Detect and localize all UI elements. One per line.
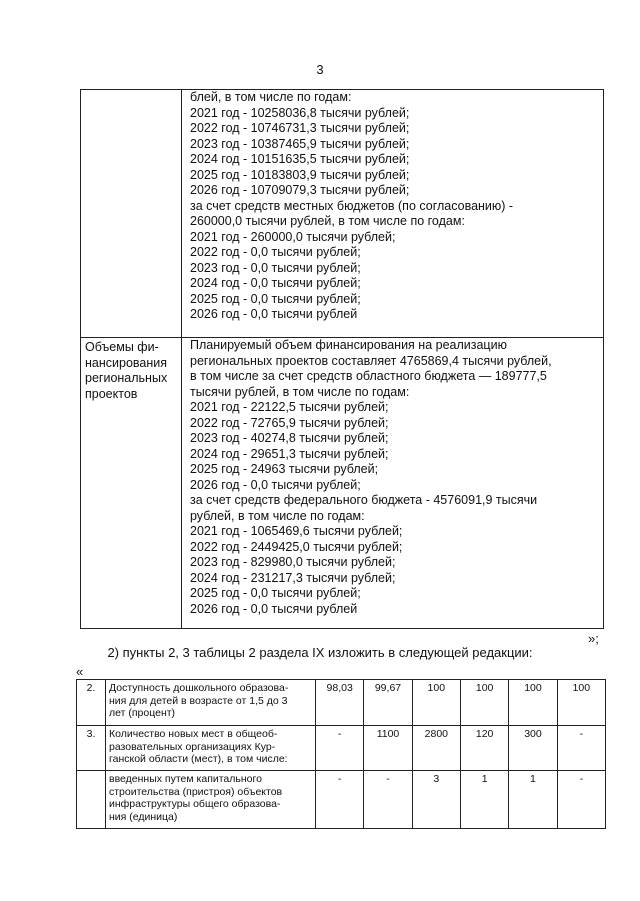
indicator-cell <box>106 680 316 726</box>
content-line: 2026 год - 10709079,3 тысячи рублей; <box>190 183 410 197</box>
content-line: 2022 год - 2449425,0 тысячи рублей; <box>190 539 403 554</box>
content-line: 2024 год - 0,0 тысячи рублей; <box>190 276 361 290</box>
amendment-instruction: 2) пункты 2, 3 таблицы 2 раздела IX изложить в следующей редакции: <box>107 645 533 660</box>
content-line: за счет средств местных бюджетов (по согласованию) - <box>190 198 514 213</box>
content-line: 2026 год - 0,0 тысячи рублей <box>190 307 358 321</box>
value-cell: 99,67 <box>364 680 412 726</box>
content-line: региональных проектов составляет 4765869,4 тысячи рублей, <box>190 353 552 368</box>
indicator-line: ния (единица) <box>109 810 178 823</box>
value-cell: 1 <box>460 771 508 829</box>
value-cell: - <box>557 771 605 829</box>
value-cell: 120 <box>460 726 508 771</box>
row-number: 3. <box>77 726 106 771</box>
row-content <box>182 338 604 629</box>
indicator-line: введенных путем капитального <box>109 773 262 785</box>
table-row <box>77 726 606 771</box>
indicator-line: Количество новых мест в общеоб- <box>109 728 278 740</box>
value-cell: - <box>364 771 412 829</box>
indicator-line: инфраструктуры общего образова- <box>109 798 281 810</box>
value-cell: - <box>316 726 364 771</box>
value-cell: 100 <box>412 680 460 726</box>
content-line: Планируемый объем финансирования на реализацию <box>190 338 507 352</box>
content-line: 2022 год - 72765,9 тысячи рублей; <box>190 415 389 430</box>
content-line: 2022 год - 0,0 тысячи рублей; <box>190 245 361 259</box>
indicator-line: Доступность дошкольного образова- <box>109 682 289 694</box>
row-number: 2. <box>77 680 106 726</box>
content-line: 2021 год - 260000,0 тысячи рублей; <box>190 229 396 244</box>
indicator-line: разовательных организациях Кур- <box>109 740 276 753</box>
content-line: 2025 год - 0,0 тысячи рублей; <box>190 586 361 600</box>
content-line: 2023 год - 829980,0 тысячи рублей; <box>190 555 396 569</box>
table-row <box>77 680 606 726</box>
content-line: 2021 год - 1065469,6 тысячи рублей; <box>190 524 403 538</box>
content-line: блей, в том числе по годам: <box>190 90 352 104</box>
content-line: 2025 год - 24963 тысячи рублей; <box>190 462 379 476</box>
value-cell: 1 <box>509 771 557 829</box>
indicator-cell <box>106 726 316 771</box>
content-line: 2021 год - 22122,5 тысячи рублей; <box>190 400 389 414</box>
content-line: 2021 год - 10258036,8 тысячи рублей; <box>190 105 410 120</box>
value-cell: 3 <box>412 771 460 829</box>
table-row <box>81 338 604 629</box>
content-line: 260000,0 тысячи рублей, в том числе по годам: <box>190 214 465 228</box>
content-line: 2023 год - 40274,8 тысячи рублей; <box>190 431 389 445</box>
value-cell: - <box>557 726 605 771</box>
content-line: тысячи рублей, в том числе по годам: <box>190 384 410 399</box>
indicator-cell <box>106 771 316 829</box>
row-content <box>182 90 604 338</box>
content-line: 2026 год - 0,0 тысячи рублей <box>190 601 358 616</box>
opening-quote: « <box>76 664 84 679</box>
content-line: 2025 год - 0,0 тысячи рублей; <box>190 291 361 306</box>
value-cell: - <box>316 771 364 829</box>
financing-table <box>80 89 604 629</box>
content-line: 2024 год - 29651,3 тысячи рублей; <box>190 446 389 461</box>
value-cell: 100 <box>509 680 557 726</box>
row-label <box>81 90 182 338</box>
content-line: за счет средств федерального бюджета - 4576091,9 тысячи <box>190 493 538 507</box>
label-line: нансирования <box>85 355 168 370</box>
content-line: 2023 год - 10387465,9 тысячи рублей; <box>190 136 410 151</box>
content-line: 2026 год - 0,0 тысячи рублей; <box>190 477 361 492</box>
page-number: 3 <box>316 62 324 77</box>
content-line: рублей, в том числе по годам: <box>190 508 365 523</box>
content-line: 2024 год - 231217,3 тысячи рублей; <box>190 570 396 585</box>
content-line: 2022 год - 10746731,3 тысячи рублей; <box>190 121 410 135</box>
table-row <box>81 90 604 338</box>
indicator-line: ганской области (мест), в том числе: <box>109 753 288 765</box>
row-number <box>77 771 106 829</box>
value-cell: 300 <box>509 726 557 771</box>
value-cell: 100 <box>460 680 508 726</box>
value-cell: 100 <box>557 680 605 726</box>
value-cell: 98,03 <box>316 680 364 726</box>
label-line: Объемы фи- <box>85 340 159 354</box>
closing-quote: »; <box>588 631 599 646</box>
label-line: проектов <box>85 386 138 401</box>
indicator-line: ния для детей в возрасте от 1,5 до 3 <box>109 694 288 707</box>
label-line: региональных <box>85 371 168 385</box>
value-cell: 1100 <box>364 726 412 771</box>
value-cell: 2800 <box>412 726 460 771</box>
content-line: 2023 год - 0,0 тысячи рублей; <box>190 260 361 275</box>
content-line: 2024 год - 10151635,5 тысячи рублей; <box>190 152 410 166</box>
section-ix-table <box>76 679 606 829</box>
table-row <box>77 771 606 829</box>
row-label <box>81 338 182 629</box>
content-line: в том числе за счет средств областного бюджета — 189777,5 <box>190 369 547 383</box>
indicator-line: лет (процент) <box>109 707 176 719</box>
indicator-line: строительства (пристроя) объектов <box>109 785 283 798</box>
content-line: 2025 год - 10183803,9 тысячи рублей; <box>190 167 410 182</box>
